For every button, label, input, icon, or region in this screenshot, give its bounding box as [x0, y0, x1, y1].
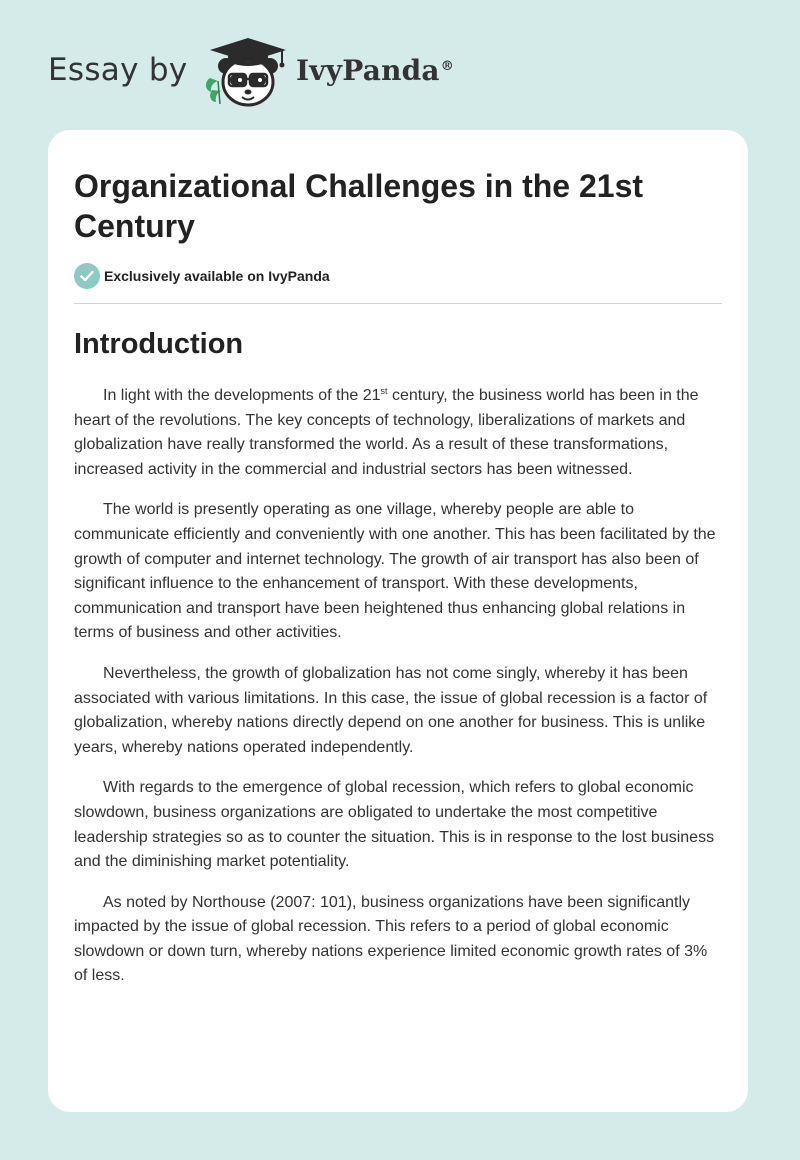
panda-logo-icon[interactable]: [202, 32, 294, 110]
exclusive-badge: [74, 263, 330, 289]
exclusive-badge-label: Exclusively available on IvyPanda: [104, 268, 330, 284]
ivy-leaf-icon: [206, 78, 221, 104]
paragraph-1-rest: century, the business world has been in the heart of the revolutions. The key concepts of technology, liberalizations of markets and globalization have really transformed the world. As a result of these transformations, increased activity in the commercial and industrial sectors has been witnessed.: [74, 387, 699, 478]
paragraph-5: As noted by Northouse (2007: 101), business organizations have been significantly impacted by the issue of global recession. This refers to a period of global economic slowdown or down turn, whereby nations experience limited economic growth rates of 3% of less.: [74, 893, 708, 985]
site-header: [0, 0, 800, 120]
essay-by-label: Essay by: [48, 52, 188, 88]
ivypanda-wordmark[interactable]: [296, 54, 454, 87]
section-heading-introduction: Introduction: [74, 328, 244, 360]
paragraph-4: With regards to the emergence of global recession, which refers to global economic slowdown, business organizations are obligated to undertake the most competitive leadership strategies so as to counter the situation. This is in response to the lost business and the diminishing market potentiality.: [74, 779, 715, 871]
ordinal-suffix: st: [380, 386, 388, 396]
essay-card: [48, 130, 748, 1112]
registered-mark: ®: [440, 58, 454, 74]
paragraph-1-start: In light with the developments of the 21: [103, 387, 381, 404]
check-circle-icon: [74, 263, 100, 289]
paragraph-2: The world is presently operating as one village, whereby people are able to communicate efficiently and conveniently with one another. This has been facilitated by the growth of computer and internet technology. The growth of air transport has also been of significant influence to the enhancement of transport. With these developments, communication and transport have been heightened thus enhancing global relations in terms of business and other activities.: [74, 501, 716, 642]
title-divider: [74, 303, 722, 304]
brand-name-text: IvyPanda: [296, 54, 440, 87]
essay-title: Organizational Challenges in the 21st Century: [74, 168, 644, 244]
paragraph-1: [74, 384, 724, 482]
paragraph-3: Nevertheless, the growth of globalization has not come singly, whereby it has been associated with various limitations. In this case, the issue of global recession is a factor of globalization, whereby nations directly depend on one another for business. This is unlike years, whereby nations operated independently.: [74, 664, 708, 756]
essay-body: [74, 384, 724, 1005]
